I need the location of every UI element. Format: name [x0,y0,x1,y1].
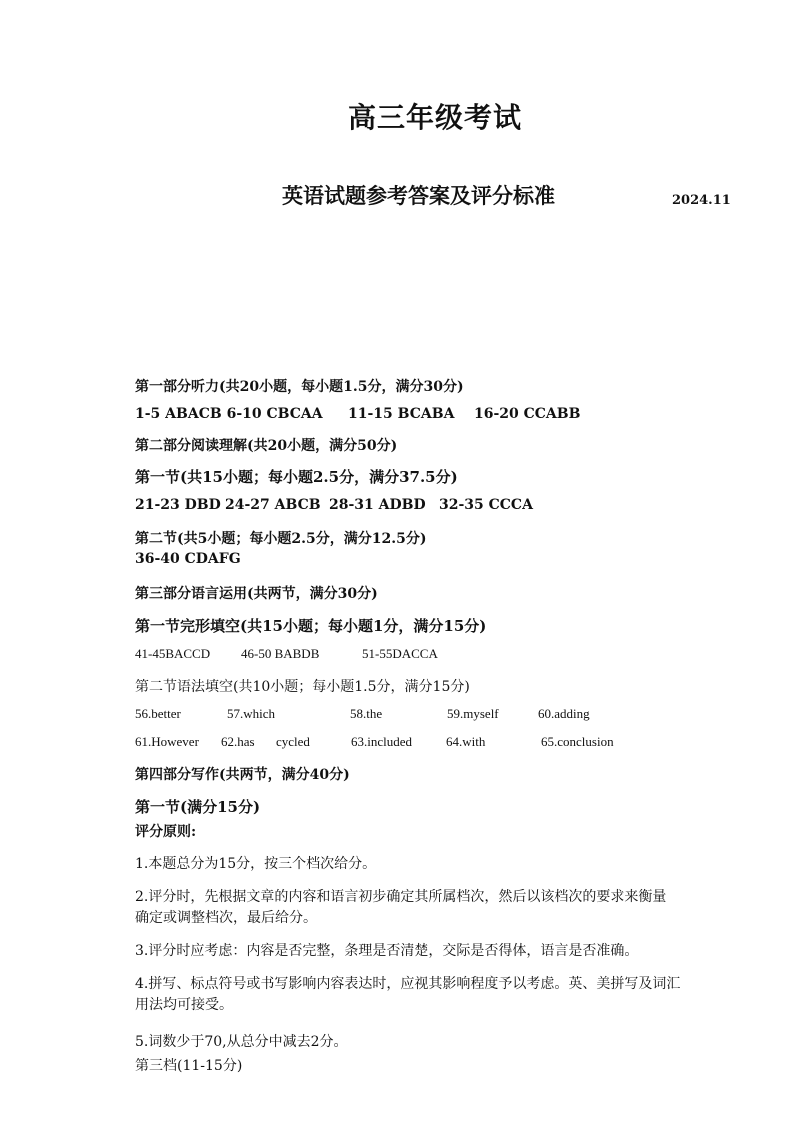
scoring-rule: 4.拼写、标点符号或书写影响内容表达时，应视其影响程度予以考虑。英、美拼写及词汇 [135,976,681,992]
scoring-rule: 5.词数少于70,从总分中减去2分。 [135,1034,348,1050]
part3-section2-row2 [135,734,635,754]
answer-group: 46-50 BABDB [241,646,320,661]
answer-group: 24-27 ABCB [225,497,321,513]
part2-section1-answers [135,497,555,517]
answer-item: 64.with [446,734,486,749]
answer-group: 32-35 CCCA [439,497,533,513]
scoring-rule: 用法均可接受。 [135,997,233,1013]
answer-group: 51-55DACCA [362,646,438,661]
part1-answers [135,406,595,426]
answer-item: 62.has [221,734,255,749]
scoring-rule: 2.评分时，先根据文章的内容和语言初步确定其所属档次，然后以该档次的要求来衡量 [135,889,667,905]
part2-section1-heading: 第一节(共15小题；每小题2.5分，满分37.5分) [135,468,458,486]
page-title: 高三年级考试 [348,101,523,134]
answer-item: 65.conclusion [541,734,614,749]
exam-date: 2024.11 [672,193,731,208]
part2-heading: 第二部分阅读理解(共20小题，满分50分) [135,438,398,454]
answer-group: 41-45BACCD [135,646,211,661]
scoring-rule: 1.本题总分为15分，按三个档次给分。 [135,856,377,872]
scoring-principles-label: 评分原则: [135,824,197,840]
answer-group: 1-5 ABACB 6-10 CBCAA [135,406,323,422]
answer-group: 21-23 DBD [135,497,221,513]
part3-section2-heading: 第二节语法填空(共10小题；每小题1.5分，满分15分) [135,679,470,695]
answer-item: 59.myself [447,706,499,721]
answer-group: 28-31 ADBD [329,497,426,513]
answer-item: 63.included [351,734,413,749]
part3-section1-heading: 第一节完形填空(共15小题；每小题1分，满分15分) [135,617,487,635]
answer-group: 11-15 BCABA [348,406,455,422]
part2-section2-answers: 36-40 CDAFG [135,551,241,567]
answer-item: 57.which [227,706,276,721]
answer-item: cycled [276,734,310,749]
answer-group: 16-20 CCABB [474,406,581,422]
part4-section1-heading: 第一节(满分15分) [135,798,261,816]
part3-heading: 第三部分语言运用(共两节，满分30分) [135,586,378,602]
part1-heading: 第一部分听力(共20小题，每小题1.5分，满分30分) [135,379,464,395]
part4-heading: 第四部分写作(共两节，满分40分) [135,767,350,783]
part3-section1-answers [135,646,465,666]
answer-item: 58.the [350,706,383,721]
answer-item: 60.adding [538,706,590,721]
answer-item: 56.better [135,706,181,721]
scoring-rule: 确定或调整档次，最后给分。 [135,910,317,926]
tier-label: 第三档(11-15分) [135,1058,243,1074]
part2-section2-heading: 第二节(共5小题；每小题2.5分，满分12.5分) [135,531,427,547]
page-subtitle: 英语试题参考答案及评分标准 [282,183,555,208]
scoring-rule: 3.评分时应考虑：内容是否完整，条理是否清楚，交际是否得体，语言是否准确。 [135,943,639,959]
part3-section2-row1 [135,706,615,726]
answer-item: 61.However [135,734,199,749]
